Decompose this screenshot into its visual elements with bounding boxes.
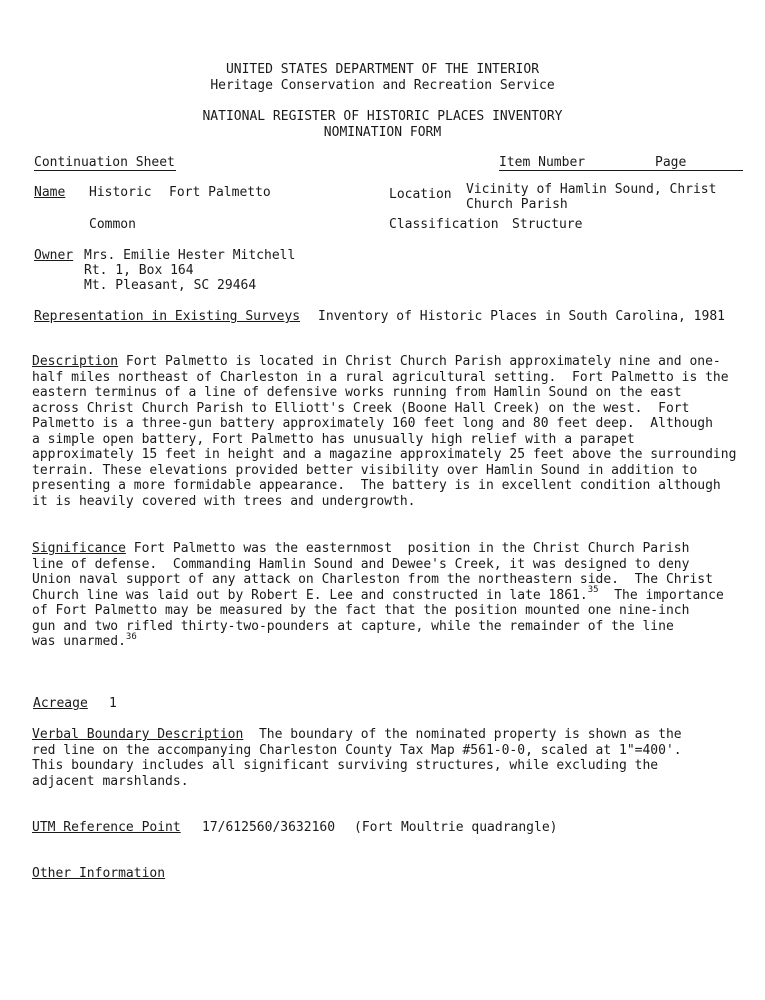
description-paragraph <box>32 354 736 509</box>
location-value-line2: Church Parish <box>466 197 568 212</box>
item-page-underline <box>499 170 743 171</box>
significance-label: Significance <box>32 541 126 556</box>
page-label: Page <box>655 155 687 170</box>
surveys-value: Inventory of Historic Places in South Carolina, 1981 <box>318 309 725 324</box>
significance-line: was unarmed. <box>32 634 126 649</box>
owner-label: Owner <box>34 248 74 263</box>
other-information-label: Other Information <box>32 866 166 881</box>
location-label: Location <box>389 187 452 202</box>
significance-line: Fort Palmetto was the easternmost position in the Christ Church Parish <box>125 541 690 556</box>
footnote-35: 35 <box>587 585 599 596</box>
continuation-underline <box>34 170 176 171</box>
owner-address-line1: Rt. 1, Box 164 <box>84 263 194 278</box>
register-title: NATIONAL REGISTER OF HISTORIC PLACES INVENTORY <box>202 109 563 124</box>
significance-line: of Fort Palmetto may be measured by the fact that the position mounted one nine-inch <box>32 603 690 618</box>
significance-line: Church line was laid out by Robert E. Lee and constructed in late 1861. <box>32 587 588 603</box>
acreage-label: Acreage <box>33 696 88 711</box>
significance-line: line of defense. Commanding Hamlin Sound and Dewee's Creek, it was designed to deny <box>32 556 690 572</box>
boundary-line: The boundary of the nominated property is shown as the <box>243 727 682 742</box>
significance-paragraph <box>32 541 724 650</box>
description-line: it is heavily covered with trees and undergrowth. <box>32 493 416 509</box>
description-line: terrain. These elevations provided better visibility over Hamlin Sound in addition to <box>32 462 698 478</box>
historic-label: Historic <box>89 185 152 200</box>
significance-line: gun and two rifled thirty-two-pounders at capture, while the remainder of the line <box>32 618 674 634</box>
continuation-sheet-label: Continuation Sheet <box>34 155 175 170</box>
form-title: NOMINATION FORM <box>323 125 442 140</box>
boundary-line: adjacent marshlands. <box>32 773 189 789</box>
description-line: half miles northeast of Charleston in a rural agricultural setting. Fort Palmetto is the <box>32 369 729 385</box>
boundary-line: red line on the accompanying Charleston County Tax Map #561-0-0, scaled at 1"=400'. <box>32 742 682 758</box>
department-title: UNITED STATES DEPARTMENT OF THE INTERIOR <box>225 62 540 77</box>
location-value-line1: Vicinity of Hamlin Sound, Christ <box>466 182 717 197</box>
name-label: Name <box>34 185 66 200</box>
utm-quadrangle: (Fort Moultrie quadrangle) <box>354 820 558 835</box>
description-label: Description <box>32 354 119 369</box>
description-line: approximately 15 feet in height and a magazine approximately 25 feet above the surrounding <box>32 447 737 462</box>
service-title: Heritage Conservation and Recreation Service <box>210 78 555 93</box>
utm-label: UTM Reference Point <box>32 820 181 835</box>
classification-label: Classification <box>389 217 499 232</box>
description-line: across Christ Church Parish to Elliott's Creek (Boone Hall Creek) on the west. Fort <box>32 400 690 416</box>
significance-line: The importance <box>598 587 724 603</box>
description-line: a simple open battery, Fort Palmetto has unusually high relief with a parapet <box>32 431 635 447</box>
boundary-line: This boundary includes all significant surviving structures, while excluding the <box>32 758 659 773</box>
historic-name-value: Fort Palmetto <box>169 185 271 200</box>
item-number-label: Item Number <box>499 155 586 170</box>
acreage-value: 1 <box>109 696 117 711</box>
common-label: Common <box>89 217 136 232</box>
classification-value: Structure <box>512 217 583 232</box>
owner-address-line2: Mt. Pleasant, SC 29464 <box>84 278 257 293</box>
significance-line: Union naval support of any attack on Charleston from the northeastern side. The Christ <box>32 572 713 587</box>
description-line: Fort Palmetto is located in Christ Church Parish approximately nine and one- <box>118 354 721 369</box>
utm-value: 17/612560/3632160 <box>202 820 336 835</box>
description-line: eastern terminus of a line of defensive works running from Hamlin Sound on the east <box>32 385 682 400</box>
boundary-paragraph <box>32 727 682 789</box>
footnote-36: 36 <box>125 631 137 642</box>
description-line: presenting a more formidable appearance. The battery is in excellent condition although <box>32 478 721 493</box>
boundary-label: Verbal Boundary Description <box>32 727 244 742</box>
description-line: Palmetto is a three-gun battery approximately 160 feet long and 80 feet deep. Although <box>32 416 713 431</box>
surveys-label: Representation in Existing Surveys <box>34 309 301 324</box>
owner-name: Mrs. Emilie Hester Mitchell <box>84 248 296 263</box>
